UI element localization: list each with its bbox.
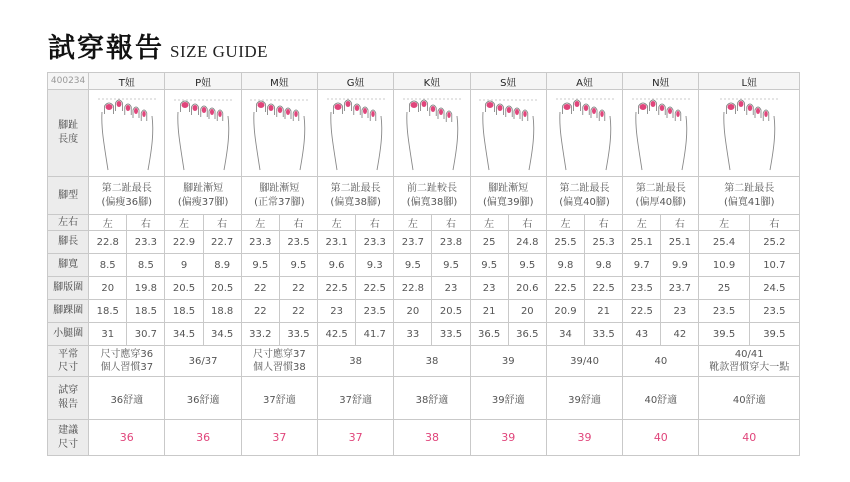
foot-width-left-value: 10.9 bbox=[699, 254, 749, 277]
foot-length-left-value: 23.1 bbox=[318, 231, 356, 254]
row-label-trial-report: 試穿 報告 bbox=[48, 377, 89, 420]
column-header: S妞 bbox=[470, 73, 546, 90]
column-header: K妞 bbox=[394, 73, 470, 90]
instep-left-value: 23.5 bbox=[623, 277, 661, 300]
foot-length-right-value: 23.3 bbox=[127, 231, 165, 254]
right-label: 右 bbox=[749, 215, 799, 231]
right-label: 右 bbox=[432, 215, 470, 231]
foot-type-cell: 第二趾最長 (偏厚40腳) bbox=[623, 177, 699, 215]
left-label: 左 bbox=[699, 215, 749, 231]
foot-length-row bbox=[48, 231, 800, 254]
left-label: 左 bbox=[241, 215, 279, 231]
usual-size-cell: 36/37 bbox=[165, 346, 241, 377]
ankle-right-value: 20.5 bbox=[432, 300, 470, 323]
row-label-foot-length: 腳長 bbox=[48, 231, 89, 254]
title-chinese: 試穿報告 bbox=[48, 33, 164, 64]
foot-length-right-value: 25.1 bbox=[661, 231, 699, 254]
toe-length-row bbox=[48, 90, 800, 177]
right-label: 右 bbox=[203, 215, 241, 231]
foot-length-left-value: 23.3 bbox=[241, 231, 279, 254]
calf-right-value: 41.7 bbox=[356, 323, 394, 346]
usual-size-cell: 38 bbox=[318, 346, 394, 377]
foot-toe-icon bbox=[248, 94, 310, 172]
foot-illustration-cell bbox=[318, 90, 394, 177]
ankle-right-value: 18.5 bbox=[127, 300, 165, 323]
ankle-left-value: 20.9 bbox=[546, 300, 584, 323]
foot-type-row bbox=[48, 177, 800, 215]
foot-toe-icon bbox=[630, 94, 692, 172]
foot-toe-icon bbox=[718, 94, 780, 172]
foot-width-left-value: 9.5 bbox=[470, 254, 508, 277]
ankle-right-value: 21 bbox=[585, 300, 623, 323]
foot-width-right-value: 9.5 bbox=[508, 254, 546, 277]
foot-toe-icon bbox=[554, 94, 616, 172]
left-label: 左 bbox=[470, 215, 508, 231]
foot-width-left-value: 9.8 bbox=[546, 254, 584, 277]
calf-left-value: 34 bbox=[546, 323, 584, 346]
row-label-foot-type: 腳型 bbox=[48, 177, 89, 215]
foot-illustration-cell bbox=[394, 90, 470, 177]
foot-width-right-value: 8.5 bbox=[127, 254, 165, 277]
row-label-left-right: 左右 bbox=[48, 215, 89, 231]
row-label-instep: 腳版圍 bbox=[48, 277, 89, 300]
left-label: 左 bbox=[165, 215, 203, 231]
trial-report-cell: 39舒適 bbox=[470, 377, 546, 420]
foot-type-cell: 第二趾最長 (偏寬40腳) bbox=[546, 177, 622, 215]
column-header: G妞 bbox=[318, 73, 394, 90]
foot-illustration-cell bbox=[241, 90, 317, 177]
foot-length-right-value: 23.3 bbox=[356, 231, 394, 254]
foot-length-left-value: 25.1 bbox=[623, 231, 661, 254]
foot-width-left-value: 8.5 bbox=[89, 254, 127, 277]
right-label: 右 bbox=[585, 215, 623, 231]
left-label: 左 bbox=[394, 215, 432, 231]
column-header: A妞 bbox=[546, 73, 622, 90]
foot-type-cell: 腳趾漸短 (正常37腳) bbox=[241, 177, 317, 215]
foot-width-right-value: 9.9 bbox=[661, 254, 699, 277]
usual-size-cell: 40 bbox=[623, 346, 699, 377]
foot-type-cell: 腳趾漸短 (偏瘦37腳) bbox=[165, 177, 241, 215]
trial-report-cell: 36舒適 bbox=[89, 377, 165, 420]
foot-toe-icon bbox=[172, 94, 234, 172]
ankle-right-value: 23.5 bbox=[749, 300, 799, 323]
foot-illustration-cell bbox=[89, 90, 165, 177]
trial-report-row bbox=[48, 377, 800, 420]
foot-width-right-value: 9.5 bbox=[279, 254, 317, 277]
instep-left-value: 22.8 bbox=[394, 277, 432, 300]
foot-width-left-value: 9.6 bbox=[318, 254, 356, 277]
title-english: SIZE GUIDE bbox=[170, 42, 269, 61]
foot-width-right-value: 9.3 bbox=[356, 254, 394, 277]
size-guide-table bbox=[47, 72, 800, 456]
usual-size-cell: 40/41 靴款習慣穿大一點 bbox=[699, 346, 800, 377]
foot-width-left-value: 9 bbox=[165, 254, 203, 277]
recommended-size-row bbox=[48, 420, 800, 456]
calf-right-value: 33.5 bbox=[585, 323, 623, 346]
left-label: 左 bbox=[89, 215, 127, 231]
column-header: M妞 bbox=[241, 73, 317, 90]
usual-size-cell: 39 bbox=[470, 346, 546, 377]
foot-width-right-value: 9.5 bbox=[432, 254, 470, 277]
header-row bbox=[48, 73, 800, 90]
foot-type-cell: 前二趾較長 (偏寬38腳) bbox=[394, 177, 470, 215]
calf-right-value: 39.5 bbox=[749, 323, 799, 346]
calf-left-value: 34.5 bbox=[165, 323, 203, 346]
recommended-size-cell: 39 bbox=[546, 420, 622, 456]
calf-left-value: 36.5 bbox=[470, 323, 508, 346]
usual-size-cell: 尺寸應穿36 個人習慣37 bbox=[89, 346, 165, 377]
ankle-left-value: 20 bbox=[394, 300, 432, 323]
ankle-left-value: 21 bbox=[470, 300, 508, 323]
foot-width-row bbox=[48, 254, 800, 277]
foot-width-right-value: 9.8 bbox=[585, 254, 623, 277]
instep-left-value: 22 bbox=[241, 277, 279, 300]
instep-left-value: 25 bbox=[699, 277, 749, 300]
trial-report-cell: 36舒適 bbox=[165, 377, 241, 420]
instep-right-value: 20.6 bbox=[508, 277, 546, 300]
left-label: 左 bbox=[623, 215, 661, 231]
recommended-size-cell: 37 bbox=[241, 420, 317, 456]
calf-row bbox=[48, 323, 800, 346]
foot-illustration-cell bbox=[699, 90, 800, 177]
instep-right-value: 19.8 bbox=[127, 277, 165, 300]
right-label: 右 bbox=[127, 215, 165, 231]
instep-row bbox=[48, 277, 800, 300]
trial-report-cell: 40舒適 bbox=[699, 377, 800, 420]
ankle-right-value: 22 bbox=[279, 300, 317, 323]
foot-type-cell: 腳趾漸短 (偏寬39腳) bbox=[470, 177, 546, 215]
foot-illustration-cell bbox=[470, 90, 546, 177]
right-label: 右 bbox=[279, 215, 317, 231]
usual-size-row bbox=[48, 346, 800, 377]
ankle-left-value: 18.5 bbox=[165, 300, 203, 323]
ankle-left-value: 22.5 bbox=[623, 300, 661, 323]
foot-type-cell: 第二趾最長 (偏寬38腳) bbox=[318, 177, 394, 215]
trial-report-cell: 40舒適 bbox=[623, 377, 699, 420]
recommended-size-cell: 38 bbox=[394, 420, 470, 456]
ankle-row bbox=[48, 300, 800, 323]
instep-right-value: 22 bbox=[279, 277, 317, 300]
column-header: N妞 bbox=[623, 73, 699, 90]
page-title bbox=[48, 26, 268, 65]
foot-length-left-value: 22.9 bbox=[165, 231, 203, 254]
product-code: 400234 bbox=[48, 73, 89, 90]
instep-right-value: 24.5 bbox=[749, 277, 799, 300]
foot-toe-icon bbox=[325, 94, 387, 172]
trial-report-cell: 37舒適 bbox=[318, 377, 394, 420]
instep-right-value: 22.5 bbox=[585, 277, 623, 300]
calf-left-value: 33.2 bbox=[241, 323, 279, 346]
foot-length-left-value: 25.4 bbox=[699, 231, 749, 254]
ankle-left-value: 23.5 bbox=[699, 300, 749, 323]
foot-illustration-cell bbox=[165, 90, 241, 177]
right-label: 右 bbox=[508, 215, 546, 231]
calf-left-value: 42.5 bbox=[318, 323, 356, 346]
foot-width-left-value: 9.5 bbox=[241, 254, 279, 277]
recommended-size-cell: 36 bbox=[89, 420, 165, 456]
left-label: 左 bbox=[546, 215, 584, 231]
recommended-size-cell: 40 bbox=[699, 420, 800, 456]
foot-type-cell: 第二趾最長 (偏寬41腳) bbox=[699, 177, 800, 215]
trial-report-cell: 38舒適 bbox=[394, 377, 470, 420]
instep-left-value: 20 bbox=[89, 277, 127, 300]
foot-width-right-value: 8.9 bbox=[203, 254, 241, 277]
calf-left-value: 43 bbox=[623, 323, 661, 346]
recommended-size-cell: 39 bbox=[470, 420, 546, 456]
instep-left-value: 23 bbox=[470, 277, 508, 300]
foot-illustration-cell bbox=[623, 90, 699, 177]
row-label-ankle: 腳踝圍 bbox=[48, 300, 89, 323]
ankle-right-value: 23 bbox=[661, 300, 699, 323]
recommended-size-cell: 36 bbox=[165, 420, 241, 456]
foot-length-right-value: 25.2 bbox=[749, 231, 799, 254]
ankle-left-value: 23 bbox=[318, 300, 356, 323]
row-label-usual-size: 平常 尺寸 bbox=[48, 346, 89, 377]
foot-type-cell: 第二趾最長 (偏瘦36腳) bbox=[89, 177, 165, 215]
calf-left-value: 33 bbox=[394, 323, 432, 346]
row-label-foot-width: 腳寬 bbox=[48, 254, 89, 277]
row-label-toe-length: 腳趾 長度 bbox=[48, 90, 89, 177]
column-header: P妞 bbox=[165, 73, 241, 90]
row-label-recommended-size: 建議 尺寸 bbox=[48, 420, 89, 456]
column-header: T妞 bbox=[89, 73, 165, 90]
right-label: 右 bbox=[661, 215, 699, 231]
foot-length-left-value: 22.8 bbox=[89, 231, 127, 254]
foot-length-left-value: 25 bbox=[470, 231, 508, 254]
foot-length-right-value: 23.8 bbox=[432, 231, 470, 254]
foot-length-right-value: 23.5 bbox=[279, 231, 317, 254]
instep-left-value: 20.5 bbox=[165, 277, 203, 300]
foot-length-right-value: 25.3 bbox=[585, 231, 623, 254]
left-label: 左 bbox=[318, 215, 356, 231]
usual-size-cell: 39/40 bbox=[546, 346, 622, 377]
foot-length-right-value: 24.8 bbox=[508, 231, 546, 254]
ankle-right-value: 23.5 bbox=[356, 300, 394, 323]
foot-length-left-value: 23.7 bbox=[394, 231, 432, 254]
calf-right-value: 42 bbox=[661, 323, 699, 346]
instep-right-value: 22.5 bbox=[356, 277, 394, 300]
foot-width-left-value: 9.5 bbox=[394, 254, 432, 277]
calf-left-value: 31 bbox=[89, 323, 127, 346]
calf-right-value: 33.5 bbox=[279, 323, 317, 346]
ankle-left-value: 18.5 bbox=[89, 300, 127, 323]
ankle-right-value: 20 bbox=[508, 300, 546, 323]
trial-report-cell: 37舒適 bbox=[241, 377, 317, 420]
left-right-row bbox=[48, 215, 800, 231]
foot-toe-icon bbox=[477, 94, 539, 172]
foot-width-right-value: 10.7 bbox=[749, 254, 799, 277]
calf-left-value: 39.5 bbox=[699, 323, 749, 346]
foot-illustration-cell bbox=[546, 90, 622, 177]
instep-right-value: 23 bbox=[432, 277, 470, 300]
recommended-size-cell: 40 bbox=[623, 420, 699, 456]
foot-length-left-value: 25.5 bbox=[546, 231, 584, 254]
foot-length-right-value: 22.7 bbox=[203, 231, 241, 254]
right-label: 右 bbox=[356, 215, 394, 231]
instep-right-value: 20.5 bbox=[203, 277, 241, 300]
calf-right-value: 36.5 bbox=[508, 323, 546, 346]
instep-left-value: 22.5 bbox=[546, 277, 584, 300]
ankle-left-value: 22 bbox=[241, 300, 279, 323]
foot-width-left-value: 9.7 bbox=[623, 254, 661, 277]
calf-right-value: 34.5 bbox=[203, 323, 241, 346]
trial-report-cell: 39舒適 bbox=[546, 377, 622, 420]
calf-right-value: 33.5 bbox=[432, 323, 470, 346]
instep-right-value: 23.7 bbox=[661, 277, 699, 300]
foot-toe-icon bbox=[401, 94, 463, 172]
ankle-right-value: 18.8 bbox=[203, 300, 241, 323]
row-label-calf: 小腿圍 bbox=[48, 323, 89, 346]
instep-left-value: 22.5 bbox=[318, 277, 356, 300]
foot-toe-icon bbox=[96, 94, 158, 172]
recommended-size-cell: 37 bbox=[318, 420, 394, 456]
usual-size-cell: 尺寸應穿37 個人習慣38 bbox=[241, 346, 317, 377]
usual-size-cell: 38 bbox=[394, 346, 470, 377]
column-header: L妞 bbox=[699, 73, 800, 90]
calf-right-value: 30.7 bbox=[127, 323, 165, 346]
